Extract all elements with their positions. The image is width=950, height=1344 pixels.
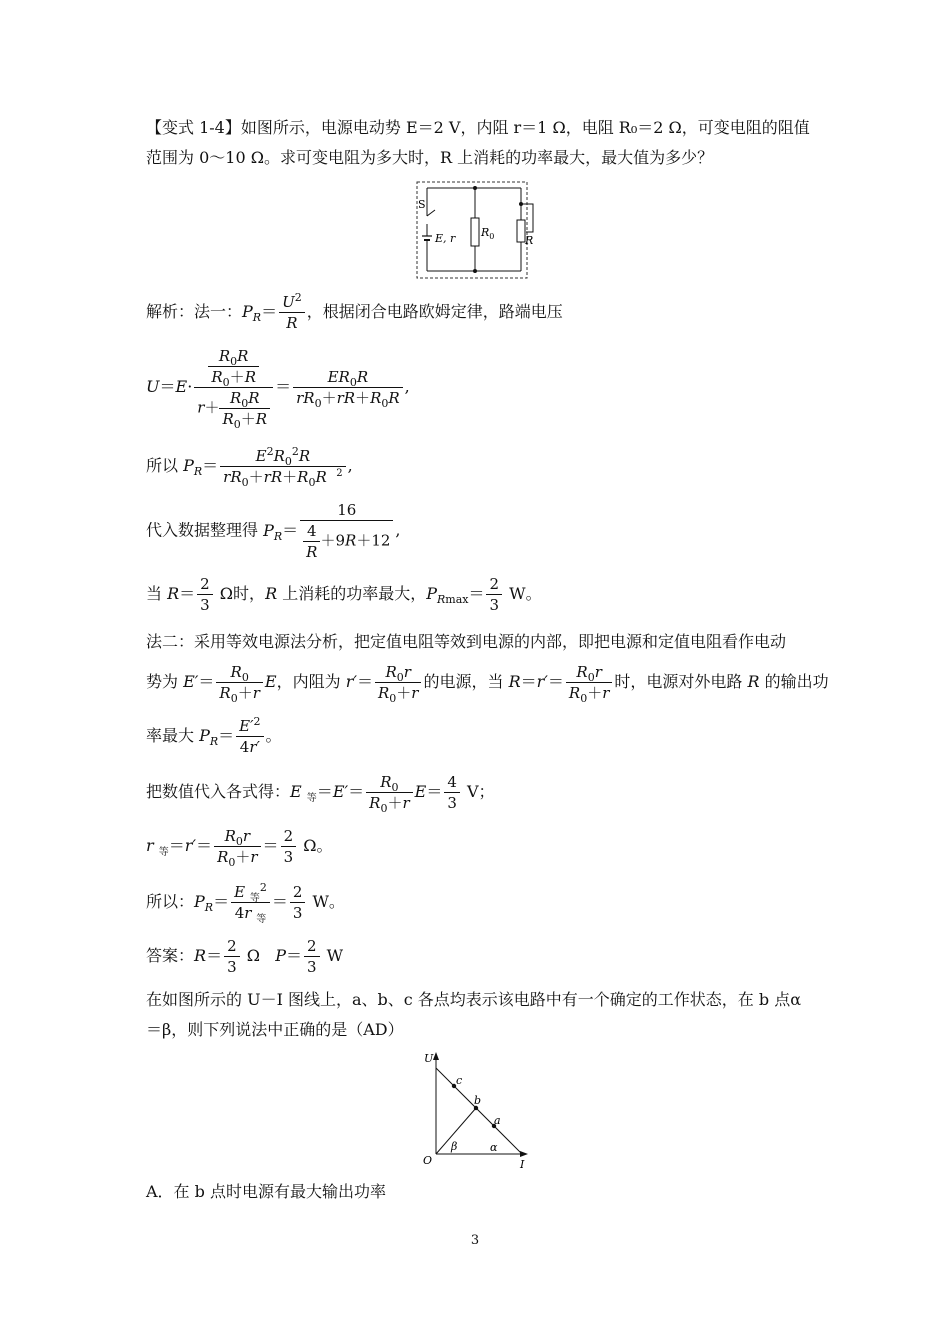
problem-text-2: 范围为 0～10 Ω。求可变电阻为多大时，R 上消耗的功率最大，最大值为多少？: [146, 148, 714, 167]
method2-e: 的输出功: [759, 672, 829, 691]
method2-line-3: 率最大 $P_R=$ $\frac{E'^2}{4r'}$ 。: [146, 715, 282, 756]
substitute-line-1: 把数值代入各式得：E $_等$＝E′＝ $\frac{R_0}{R_0+r}$ E＝ $\frac{4}{3}$ V；: [146, 773, 495, 815]
origin: O: [423, 1154, 433, 1167]
label-source: E, r: [435, 232, 456, 245]
axis-i: I: [520, 1158, 525, 1171]
solution-l5-unit: W。: [504, 584, 542, 603]
solution-l5-text: 上消耗的功率最大，: [277, 584, 427, 603]
circuit-diagram: [405, 180, 555, 282]
answer-prefix: 答案：: [146, 946, 195, 965]
solution-l5-prefix: 当: [146, 584, 168, 603]
label-alpha: α: [490, 1141, 498, 1154]
method2-d: 时，电源对外电路: [614, 672, 748, 691]
method2-line-1: [146, 630, 786, 654]
page-number: 3: [470, 1233, 480, 1248]
q2-text-1: 在如图所示的 U－I 图线上，a、b、c 各点均表示该电路中有一个确定的工作状态，在 b 点α: [146, 990, 802, 1009]
option-a-text: A．在 b 点时电源有最大输出功率: [146, 1182, 386, 1201]
solution-line-4: 代入数据整理得 $P_R=$ 16 $\frac{4}{R}$ ＋9R＋12 ,: [146, 501, 401, 561]
ui-graph: [418, 1050, 538, 1172]
solution-line-2: U＝E· $\frac{R_0R}{R_0+R}$ r＋ $\frac{R_0R}{R_0+R}$ ＝ $\frac{ER_0R}{rR_0+rR+R_0R}$ ,: [146, 347, 410, 431]
option-a: [146, 1180, 386, 1204]
method2-text-3: 率最大: [146, 726, 200, 745]
method2-a: 势为: [146, 672, 184, 691]
problem-line-1: [146, 116, 810, 140]
so-prefix: 所以：: [146, 892, 195, 911]
label-c: c: [456, 1074, 463, 1087]
label-switch: S: [418, 198, 426, 211]
solution-line-3: 所以 $P_R=$ $\frac{E^2R_0^2R}{rR_0+rR+R_0R ^2}$ ,: [146, 445, 353, 489]
method2-c: 的电源，当: [423, 672, 509, 691]
unit-w: W。: [307, 892, 345, 911]
q2-line-2: [146, 1018, 404, 1042]
label-beta: β: [451, 1140, 458, 1153]
solution-l4-num: 16: [337, 501, 357, 519]
label-r0: [480, 226, 494, 241]
q2-text-2: ＝β，则下列说法中正确的是（AD）: [146, 1020, 404, 1039]
q2-line-1: [146, 988, 801, 1012]
unit-ohm: Ω。: [298, 836, 333, 855]
answer-line: 答案：R＝ $\frac{2}{3}$ Ω P＝ $\frac{2}{3}$ W: [146, 937, 344, 976]
solution-l1-suffix: ，根据闭合电路欧姆定律，路端电压: [306, 302, 563, 321]
solution-line-1: 解析：法一：$P_R=$ $\frac{U^2}{R}$ ，根据闭合电路欧姆定律，路端电压: [146, 291, 563, 332]
method2-line-2: 势为 E′＝ $\frac{R_0}{R_0+r}$ E，内阻为 r′＝ $\frac{R_0r}{R_0+r}$ 的电源，当 R＝r′＝ $\frac{R_0r}{R_0+r}$ 时，电源对外电路 R 的输出功: [146, 663, 829, 705]
label-a: a: [494, 1114, 501, 1127]
method2-b: ，内阻为: [276, 672, 346, 691]
problem-tag: 【变式 1-4】: [146, 118, 241, 137]
substitute-line-3: 所以：$P_R=$ $\frac{E _等^2}{4r _等}$ ＝ $\frac{2}{3}$ W。: [146, 881, 345, 925]
problem-line-2: [146, 146, 713, 170]
label-r: R: [525, 234, 534, 247]
label-b: b: [474, 1094, 482, 1107]
substitute-line-2: r $_等$＝r′＝ $\frac{R_0r}{R_0+r}$ ＝ $\frac{2}{3}$ Ω。: [146, 827, 333, 869]
label-r0-sub: 0: [489, 232, 495, 241]
solution-line-5: 当 R＝ $\frac{2}{3}$ Ω时，R 上消耗的功率最大，$P_{Rmax}=$ $\frac{2}{3}$ W。: [146, 575, 542, 614]
solution-l5-mid: Ω时，: [214, 584, 266, 603]
solution-l3-prefix: 所以: [146, 456, 184, 475]
substitute-prefix: 把数值代入各式得：: [146, 782, 291, 801]
problem-text-1: 如图所示，电源电动势 E＝2 V，内阻 r＝1 Ω，电阻 R₀＝2 Ω，可变电阻的阻值: [240, 118, 810, 137]
solution-l4-prefix: 代入数据整理得: [146, 520, 264, 540]
unit-v: V；: [461, 782, 495, 801]
axis-u: U: [424, 1052, 434, 1065]
method2-text-1: 法二：采用等效电源法分析，把定值电阻等效到电源的内部，即把电源和定值电阻看作电动: [146, 632, 787, 651]
solution-prefix: 解析：法一：: [146, 302, 243, 321]
label-r0-main: R: [481, 226, 490, 239]
